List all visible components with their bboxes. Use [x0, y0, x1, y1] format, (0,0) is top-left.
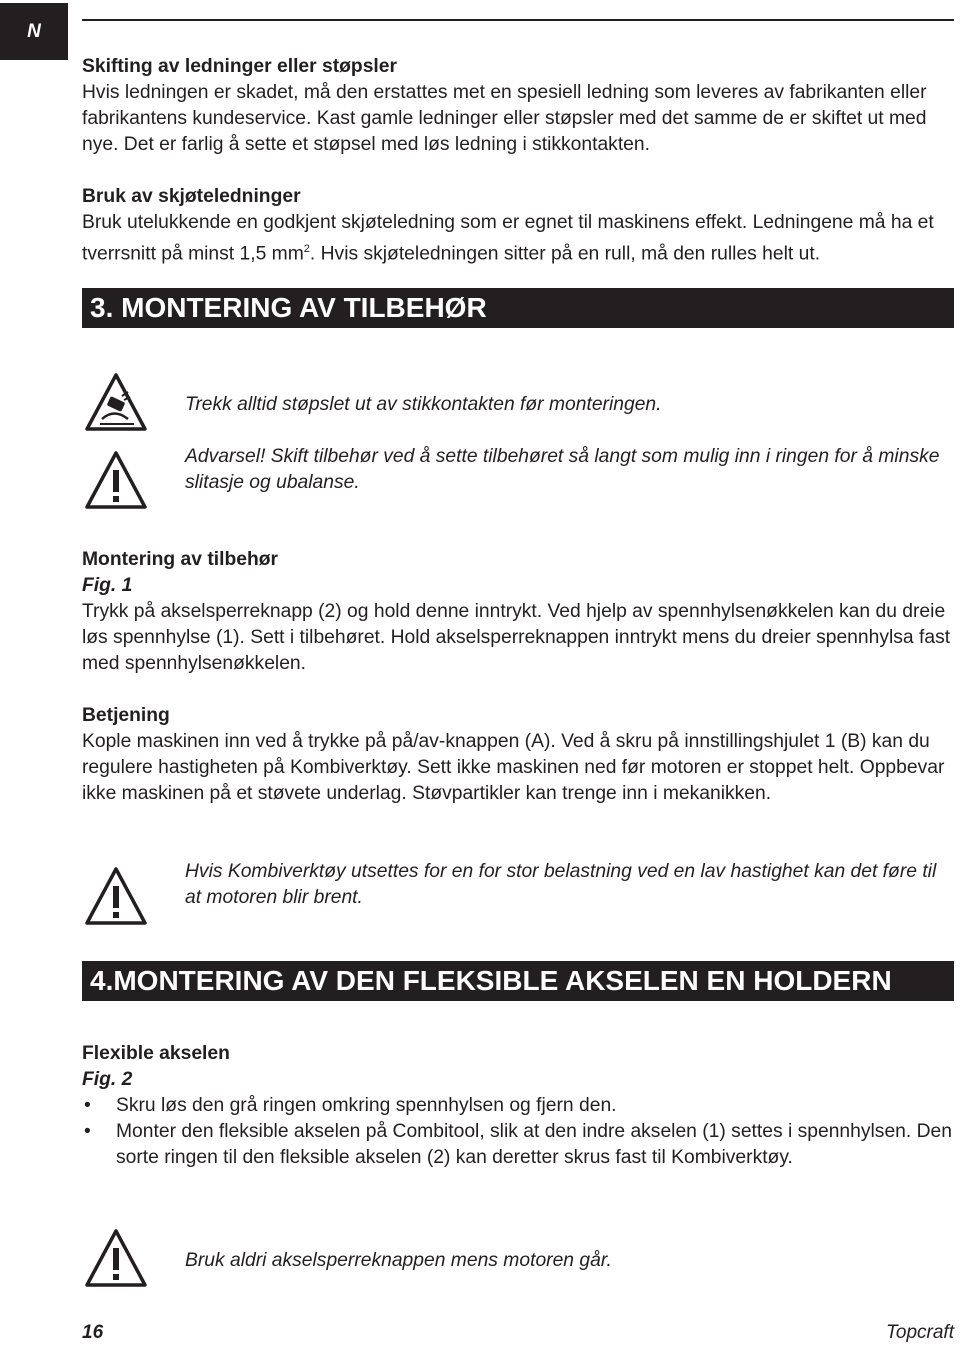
bullet-icon: •: [84, 1121, 91, 1142]
extension-body: [82, 210, 956, 267]
operation-section: [82, 703, 956, 807]
warning-note-text: Advarsel! Skift tilbehør ved å sette tilbehøret så langt som mulig inn i ringen for å minske slitasje og ubalanse.: [185, 446, 940, 493]
mounting-fig: Fig. 1: [82, 575, 133, 596]
language-tab: N: [0, 3, 68, 60]
extension-section: [82, 184, 956, 267]
warning-triangle-icon: [84, 866, 148, 926]
warning-triangle-icon: [84, 1228, 148, 1288]
mounting-body: Trykk på akselsperreknapp (2) og hold denne inntrykt. Ved hjelp av spennhylsenøkkelen kan du dreie løs spennhylse (1). Sett i tilbehøret. Hold akselsperreknappen inntrykt mens du dreier spennhylsa fast med spennhylsenøkkelen.: [82, 601, 951, 674]
lock-note: [185, 1248, 955, 1274]
step-text: Monter den fleksible akselen på Combitool, slik at den indre akselen (1) settes i spennhylsen. Den sorte ringen til den fleksible akselen (2) kan deretter skrus fast til Kombiverktøy.: [116, 1121, 952, 1168]
cables-body: Hvis ledningen er skadet, må den erstattes met en spesiell ledning som leveres av fabrikanten eller fabrikantens kundeservice. Kast gamle ledninger eller støpsler med det samme de er skiftet ut med nye. Det er farlig å sette et støpsel med løs ledning i stikkontakten.: [82, 82, 927, 155]
unplug-note: [185, 392, 955, 418]
section-3-title: 3. MONTERING AV TILBEHØR: [82, 288, 954, 328]
extension-body-b: . Hvis skjøteledningen sitter på en rull, må den rulles helt ut.: [309, 243, 821, 265]
cables-section: [82, 54, 956, 158]
extension-heading: Bruk av skjøteledninger: [82, 186, 301, 207]
warning-note: [185, 444, 955, 496]
cables-heading: Skifting av ledninger eller støpsler: [82, 56, 398, 77]
warning-triangle-icon: [84, 450, 148, 510]
page-number: 16: [82, 1322, 104, 1343]
operation-body: Kople maskinen inn ved å trykke på på/av-knappen (A). Ved å skru på innstillingshjulet 1 (B) kan du regulere hastigheten på Kombiverktøy. Sett ikke maskinen ned før motoren er stoppet helt. Oppbevar ikke maskinen på et støvete underlag. Støvpartikler kan trenge inn i mekanikken.: [82, 731, 945, 804]
mounting-section: [82, 547, 956, 677]
section-4-title: 4.MONTERING AV DEN FLEKSIBLE AKSELEN EN HOLDERN: [82, 961, 954, 1001]
mounting-heading: Montering av tilbehør: [82, 549, 279, 570]
flexible-fig: Fig. 2: [82, 1069, 133, 1090]
step-text: Skru løs den grå ringen omkring spennhylsen og fjern den.: [116, 1095, 617, 1116]
flexible-steps: [82, 1093, 956, 1171]
flexible-section: [82, 1041, 956, 1171]
list-item: [82, 1119, 956, 1171]
top-rule: [82, 19, 954, 21]
operation-heading: Betjening: [82, 705, 170, 726]
extension-sup: 2: [303, 243, 310, 255]
brand-name: Topcraft: [886, 1322, 954, 1343]
flexible-heading: Flexible akselen: [82, 1043, 230, 1064]
bullet-icon: •: [84, 1095, 91, 1116]
overload-note: [185, 859, 955, 911]
list-item: [82, 1093, 956, 1119]
overload-note-text: Hvis Kombiverktøy utsettes for en for stor belastning ved en lav hastighet kan det føre til at motoren blir brent.: [185, 861, 937, 908]
unplug-warning-icon: [84, 372, 148, 432]
unplug-note-text: Trekk alltid støpslet ut av stikkontakten før monteringen.: [185, 394, 662, 415]
lock-note-text: Bruk aldri akselsperreknappen mens motoren går.: [185, 1250, 612, 1271]
extension-body-a: Bruk utelukkende en godkjent skjøteledning som er egnet til maskinens effekt. Ledningene må ha et tverrsnitt på minst 1,5 mm: [82, 212, 934, 265]
